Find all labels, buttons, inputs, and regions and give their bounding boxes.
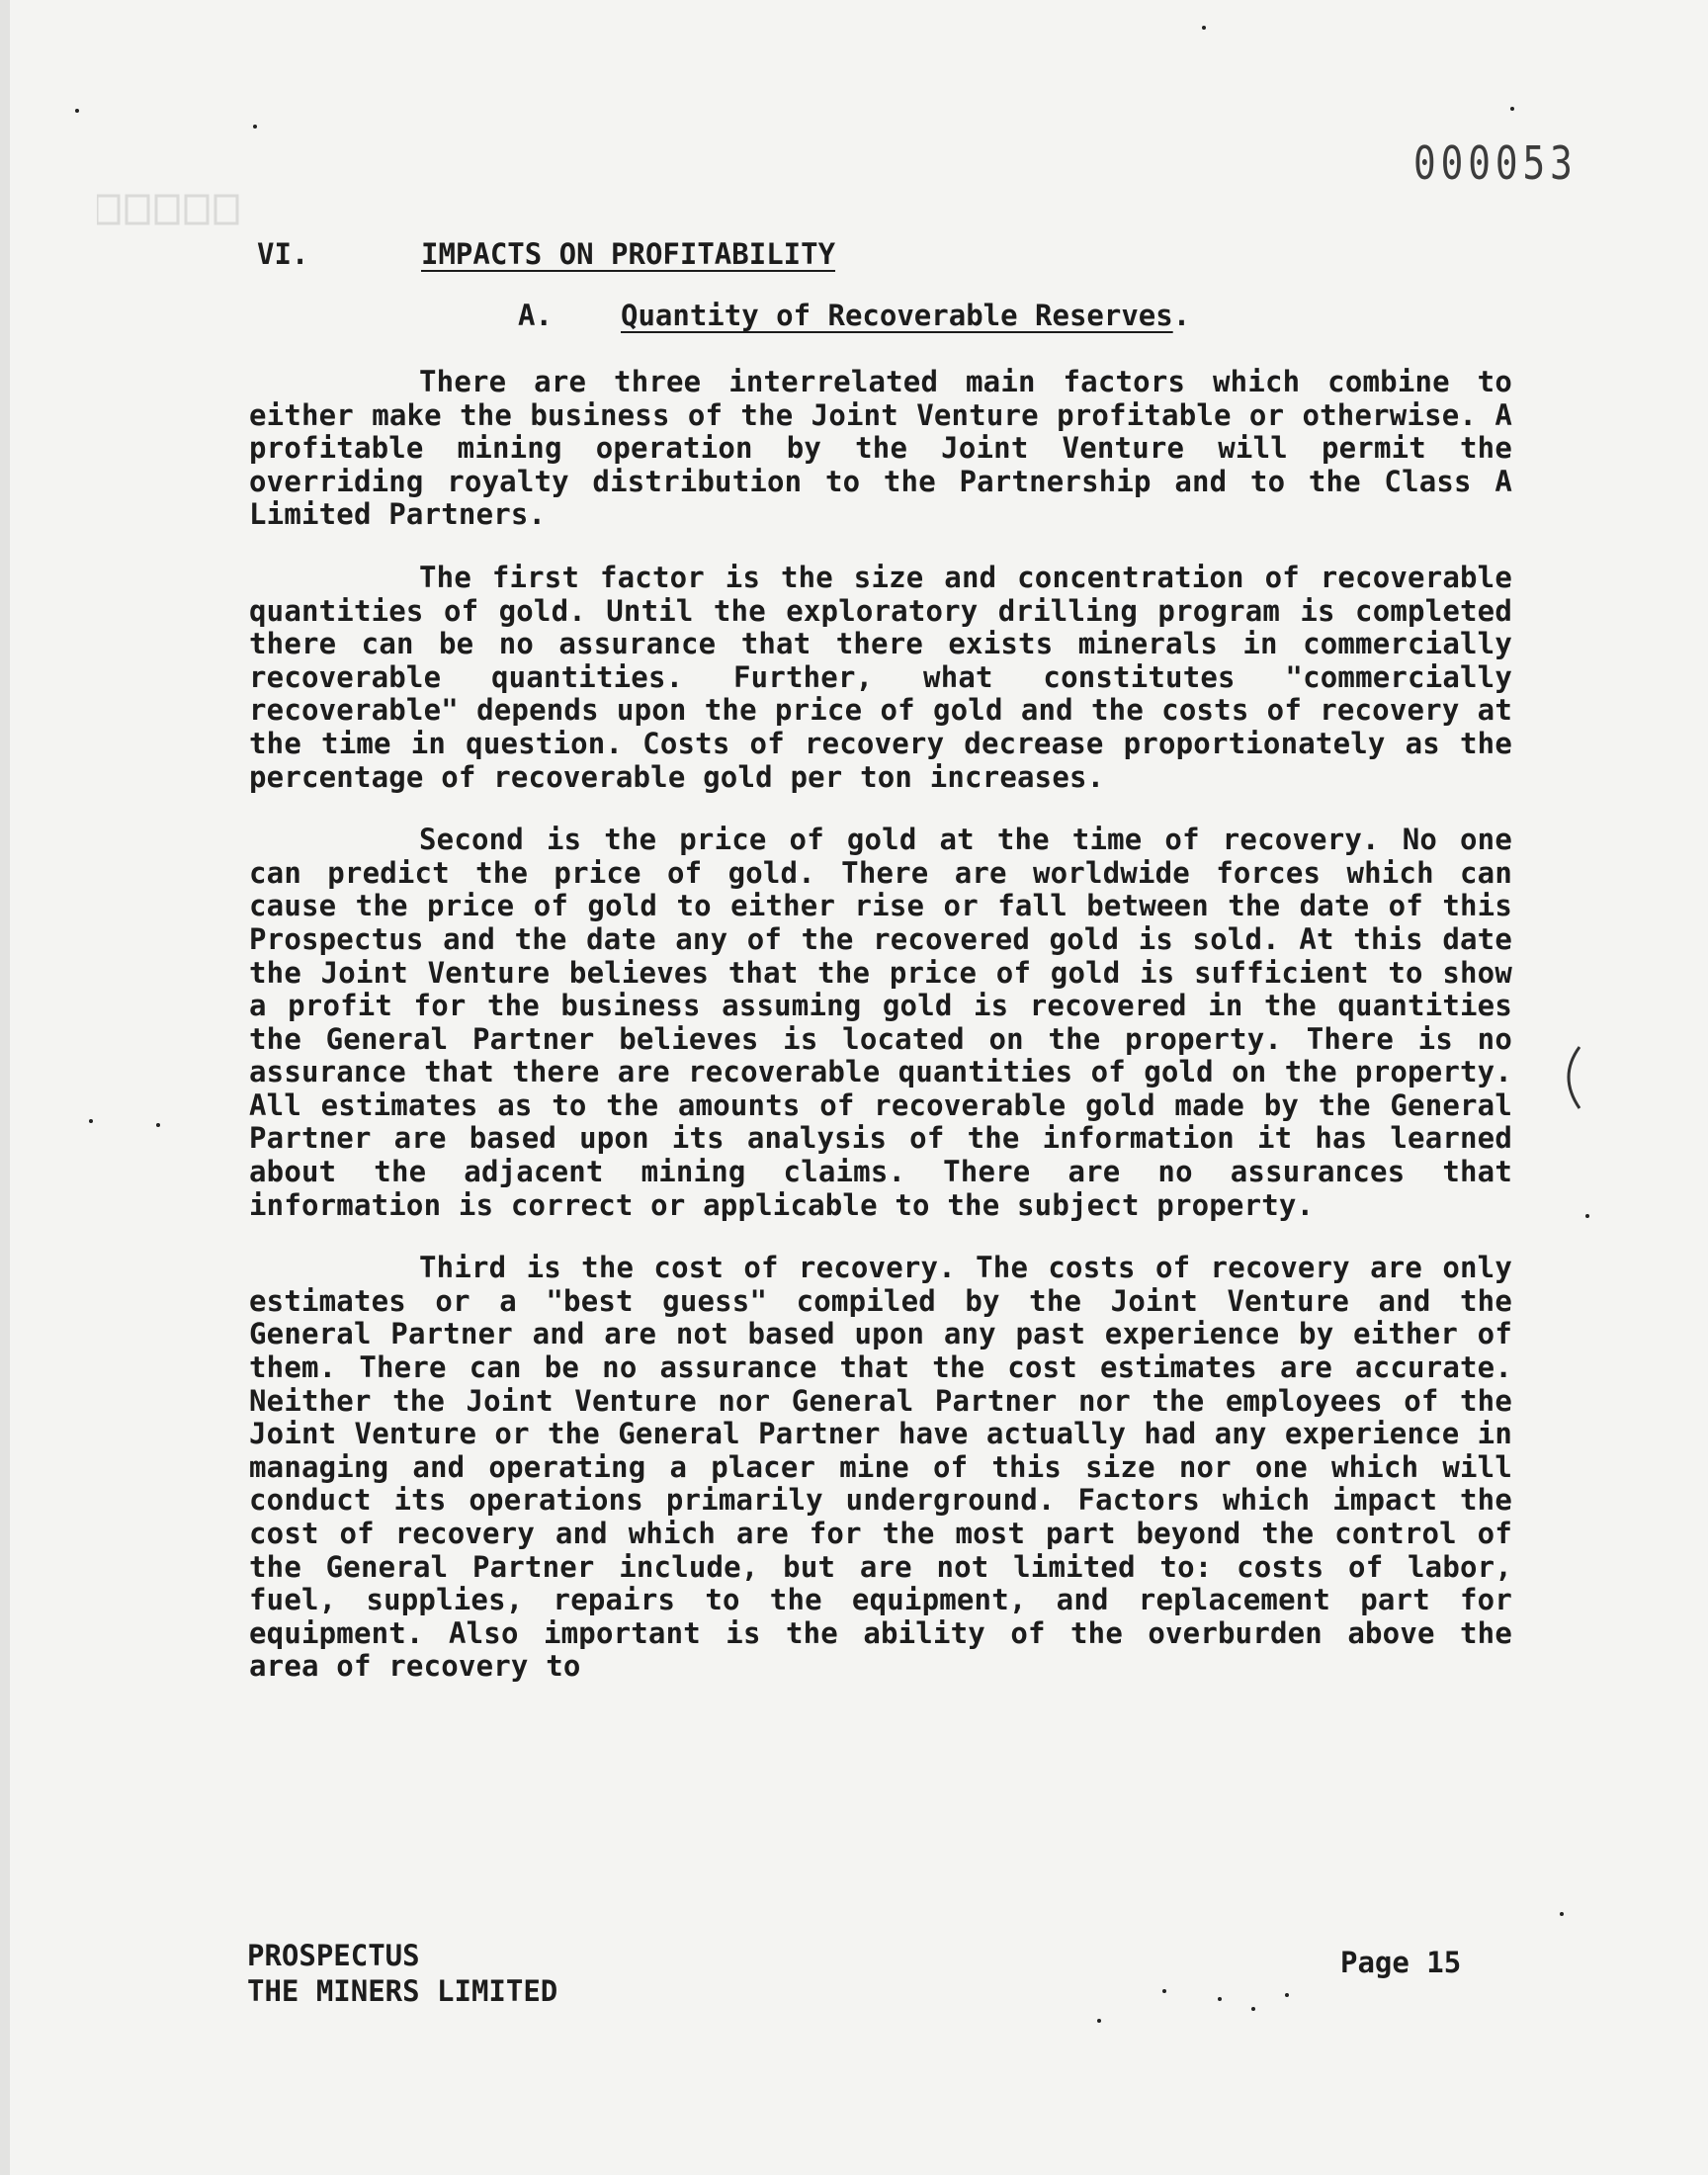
- scan-speck: [1097, 2019, 1101, 2023]
- footer-company: THE MINERS LIMITED: [247, 1974, 558, 2008]
- scan-speck: [1285, 1993, 1289, 1997]
- scan-speck: [1202, 26, 1206, 30]
- page-edge: [0, 0, 10, 2175]
- subsection-title-period: .: [1172, 299, 1191, 332]
- scan-speck: [1162, 1989, 1166, 1993]
- scan-speck: [1251, 2007, 1255, 2011]
- section-number: VI.: [257, 237, 309, 271]
- scan-speck: [75, 109, 79, 113]
- margin-bracket-mark: [1552, 1043, 1591, 1112]
- scan-speck: [89, 1119, 93, 1123]
- scan-speck: [156, 1123, 160, 1127]
- paragraph-overview: There are three interrelated main factors which combine to either make the business of the Joint Venture profitable or otherwise. A profitable mining operation by the Joint Venture will permit the overriding royalty distribution to the Partnership and to the Class A Limited Partners.: [249, 365, 1512, 532]
- section-heading: [249, 237, 1512, 277]
- subsection-title: Quantity of Recoverable Reserves: [621, 299, 1173, 332]
- bates-number: 000053: [1413, 136, 1578, 190]
- scan-speck: [1510, 107, 1514, 111]
- paragraph-third-factor: Third is the cost of recovery. The costs of recovery are only estimates or a "best guess" compiled by the Joint Venture and the General Partner and are not based upon any past experience by either of them. There can be no assurance that the cost estimates are accurate. Neither the Joint Venture nor General Partner nor the employees of the Joint Venture or the General Partner have actually had any experience in managing and operating a placer mine of this size nor one which will conduct its operations primarily underground. Factors which impact the cost of recovery and which are for the most part beyond the control of the General Partner include, but are not limited to: costs of labor, fuel, supplies, repairs to the equipment, and replacement part for equipment. Also important is the ability of the overburden above the area of recovery to: [249, 1251, 1512, 1684]
- footer-doc-name: PROSPECTUS: [247, 1939, 420, 1972]
- scan-speck: [1560, 1912, 1564, 1916]
- document-body: [249, 237, 1512, 1684]
- subsection-heading: [249, 299, 1512, 338]
- subsection-title-wrap: [621, 299, 1190, 332]
- paragraph-first-factor: The first factor is the size and concentration of recoverable quantities of gold. Until the exploratory drilling program is completed there can be no assurance that there exists minerals in commercially recoverable quantities. Further, what constitutes "commercially recoverable" depends upon the price of gold and the costs of recovery at the time in question. Costs of recovery decrease proportionately as the percentage of recoverable gold per ton increases.: [249, 560, 1512, 794]
- paragraph-second-factor: Second is the price of gold at the time of recovery. No one can predict the price of gold. There are worldwide forces which can cause the price of gold to either rise or fall between the date of this Prospectus and the date any of the recovered gold is sold. At this date the Joint Venture believes that the price of gold is sufficient to show a profit for the business assuming gold is recovered in the quantities the General Partner believes is located on the property. There is no assurance that there are recoverable quantities of gold on the property. All estimates as to the amounts of recoverable gold made by the General Partner are based upon its analysis of the information it has learned about the adjacent mining claims. There are no assurances that information is correct or applicable to the subject property.: [249, 823, 1512, 1222]
- footer-page-number: Page 15: [1340, 1946, 1462, 1979]
- scan-speck: [253, 125, 257, 129]
- bleed-through-shape: [97, 190, 265, 229]
- footer-left: [247, 1938, 557, 2009]
- subsection-letter: A.: [518, 299, 553, 332]
- scan-speck: [1585, 1214, 1589, 1218]
- section-title: IMPACTS ON PROFITABILITY: [421, 237, 836, 271]
- bleed-through-mark: [97, 190, 265, 238]
- scan-speck: [1218, 1997, 1222, 2001]
